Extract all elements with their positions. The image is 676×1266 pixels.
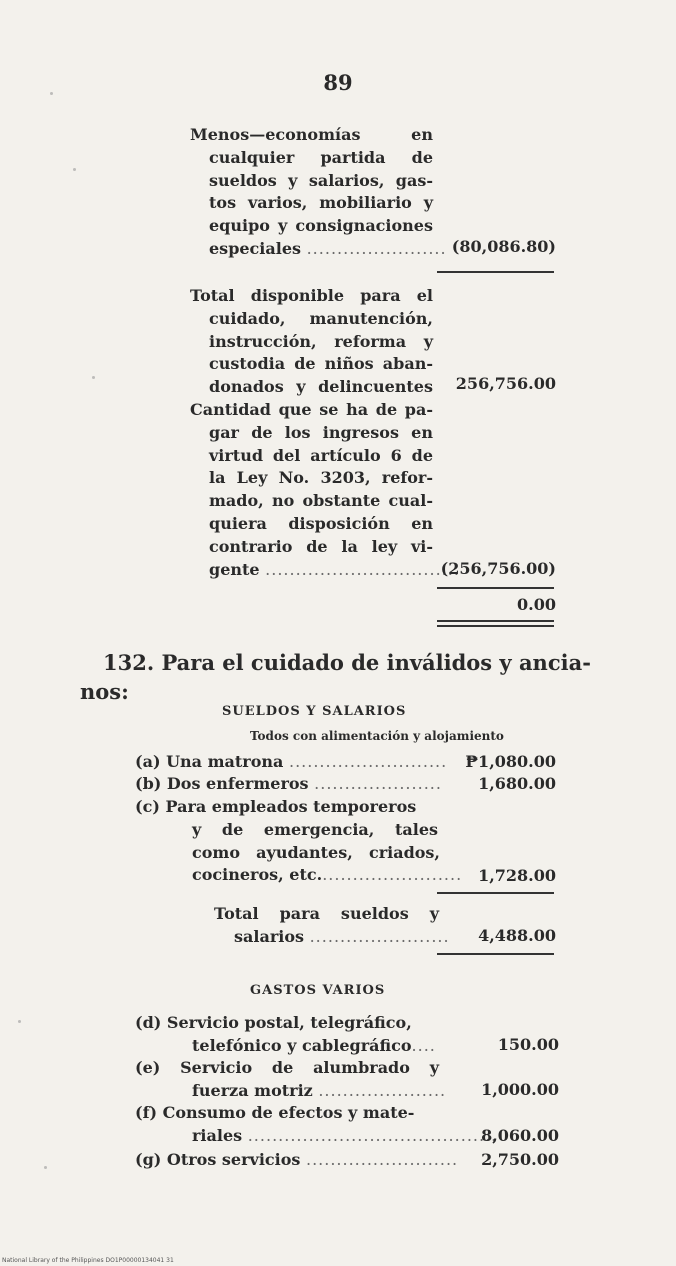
item-e-amount: 1,000.00 (481, 1080, 559, 1099)
item-e: (e) Servicio de alumbrado y fuerza motriz ..................... (135, 1058, 447, 1100)
item-d: (d) Servicio postal, telegráfico, telefónico y cablegráfico.... (135, 1013, 436, 1055)
footer-credit: National Library of the Philippines DO1P00000134041 31 (2, 1257, 174, 1264)
rule-4 (437, 953, 554, 955)
sueldos-heading: SUELDOS Y SALARIOS (222, 704, 407, 719)
page-number: 89 (323, 70, 353, 95)
item-a-amount: ₱1,080.00 (465, 752, 556, 771)
item-d-amount: 150.00 (497, 1035, 559, 1054)
total-sueldos: Total para sueldos y salarios ....................... (214, 904, 450, 946)
double-rule-top (437, 620, 554, 622)
scan-speck (18, 1020, 21, 1023)
double-rule-bottom (437, 625, 554, 627)
menos-amount: (80,086.80) (451, 237, 556, 256)
cantidad-amount: (256,756.00) (440, 559, 556, 578)
rule-2 (437, 587, 554, 589)
item-f-amount: 8,060.00 (481, 1126, 559, 1145)
section-132-line2: nos: (80, 679, 129, 704)
rule-3 (437, 892, 554, 894)
scan-speck (92, 376, 95, 379)
section-132-line1: 132. Para el cuidado de inválidos y ancia- (103, 650, 591, 675)
total-disponible-text: Total disponible para el cuidado, manutención, instrucción, reforma y custodia de niños aban- donados y delincuentes (190, 286, 433, 397)
gastos-heading: GASTOS VARIOS (250, 983, 386, 998)
item-b-amount: 1,680.00 (478, 774, 556, 793)
menos-text: Menos—economías en cualquier partida de sueldos y salarios, gas- tos varios, mobiliario y equipo y consignaciones especiales ....................... (190, 125, 447, 258)
item-c-amount: 1,728.00 (478, 866, 556, 885)
item-b: (b) Dos enfermeros ..................... (135, 774, 442, 793)
scan-speck (50, 92, 53, 95)
item-c: (c) Para empleados temporeros y de emergencia, tales como ayudantes, criados, cocineros, etc........................ (135, 797, 463, 885)
balance-amount: 0.00 (517, 595, 556, 614)
scan-speck (44, 1166, 47, 1169)
cantidad-text: Cantidad que se ha de pa- gar de los ingresos en virtud del artículo 6 de la Ley No. 3203, refor- mado, no obstante cual- quiera disposición en contrario de la ley vi- gente ................................ (190, 400, 460, 579)
total-sueldos-amount: 4,488.00 (478, 926, 556, 945)
total-disponible-amount: 256,756.00 (455, 374, 556, 393)
item-f: (f) Consumo de efectos y mate- riales ......................................... (135, 1103, 498, 1145)
item-a: (a) Una matrona .......................... (135, 752, 448, 771)
item-g: (g) Otros servicios ......................... (135, 1150, 459, 1169)
rule-1 (437, 271, 554, 273)
sueldos-subheading: Todos con alimentación y alojamiento (250, 729, 504, 743)
scan-speck (73, 168, 76, 171)
item-g-amount: 2,750.00 (481, 1150, 559, 1169)
